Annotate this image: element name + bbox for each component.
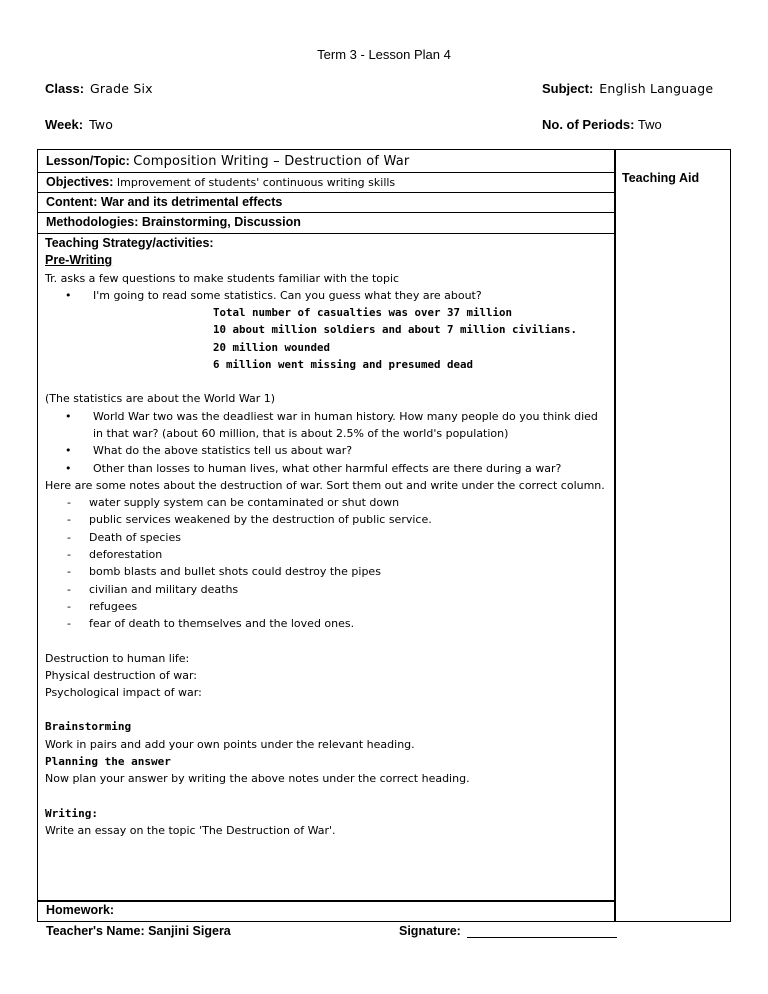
methodologies-text: Methodologies: Brainstorming, Discussion (46, 215, 301, 229)
class-field (45, 81, 153, 96)
teaching-aid-heading: Teaching Aid (622, 171, 700, 185)
week-field (45, 117, 113, 132)
notes-intro: Here are some notes about the destruction of war. Sort them out and write under the correct column. (45, 478, 605, 492)
column-heading: Destruction to human life: (45, 651, 190, 665)
column-heading: Psychological impact of war: (45, 686, 202, 700)
writing-text: Write an essay on the topic 'The Destruction of War'. (45, 823, 336, 837)
list-item: - civilian and military deaths (89, 581, 611, 598)
stat-line: Total number of casualties was over 37 million (213, 306, 513, 320)
topic-label: Lesson/Topic: (46, 154, 130, 168)
periods-label: No. of Periods: (542, 117, 635, 132)
list-item: - fear of death to themselves and the loved ones. (89, 615, 611, 632)
week-value: Two (89, 117, 114, 132)
objectives-row (38, 173, 614, 193)
class-value: Grade Six (90, 81, 153, 96)
column-heading: Physical destruction of war: (45, 668, 198, 682)
week-label: Week: (45, 117, 84, 132)
stat-line: 6 million went missing and presumed dead (213, 358, 474, 372)
topic-row (38, 150, 614, 173)
stat-line: 20 million wounded (213, 340, 331, 354)
brainstorming-heading: Brainstorming (45, 720, 132, 734)
subject-value: English Language (599, 81, 714, 96)
teacher-name: Teacher's Name: Sanjini Sigera (46, 924, 231, 938)
list-item: - Death of species (89, 529, 611, 546)
list-item: - refugees (89, 598, 611, 615)
list-item: - water supply system can be contaminated or shut down (89, 494, 611, 511)
periods-value: Two (637, 117, 662, 132)
homework-divider (38, 900, 614, 902)
content-row (38, 193, 614, 213)
strategy-section (45, 235, 611, 839)
topic-value: Composition Writing – Destruction of War (133, 154, 410, 169)
list-item: - bomb blasts and bullet shots could destroy the pipes (89, 563, 611, 580)
signature-line (467, 925, 617, 938)
strategy-heading: Teaching Strategy/activities: (45, 236, 214, 250)
homework-label: Homework: (46, 903, 115, 917)
list-item: • What do the above statistics tell us about war? (93, 442, 611, 459)
pre-writing-heading: Pre-Writing (45, 253, 113, 268)
writing-heading: Writing: (45, 806, 98, 820)
list-item: - public services weakened by the destruction of public service. (89, 511, 611, 528)
objectives-value: Improvement of students' continuous writing skills (116, 176, 396, 189)
content-text: Content: War and its detrimental effects (46, 195, 283, 209)
brainstorming-text: Work in pairs and add your own points under the relevant heading. (45, 737, 415, 751)
objectives-label: Objectives: (46, 175, 114, 189)
page-title: Term 3 - Lesson Plan 4 (317, 47, 451, 62)
methodologies-row (38, 213, 614, 234)
subject-label: Subject: (542, 81, 594, 96)
list-item: • I'm going to read some statistics. Can you guess what they are about? (93, 287, 611, 304)
planning-text: Now plan your answer by writing the above notes under the correct heading. (45, 772, 470, 786)
list-item: • World War two was the deadliest war in human history. How many people do you think died in that war? (about 60 million, that is about 2.5% of the world's population) (93, 408, 611, 443)
stat-line: 10 about million soldiers and about 7 million civilians. (213, 323, 578, 337)
signature-label: Signature: (399, 924, 461, 938)
stats-note: (The statistics are about the World War 1) (45, 392, 276, 406)
column-divider (614, 149, 616, 922)
periods-field (542, 117, 662, 132)
list-item: • Other than losses to human lives, what other harmful effects are there during a war? (93, 460, 611, 477)
signature-field (399, 924, 617, 938)
planning-heading: Planning the answer (45, 755, 171, 769)
subject-field (542, 81, 713, 96)
class-label: Class: (45, 81, 85, 96)
intro-text: Tr. asks a few questions to make students familiar with the topic (45, 271, 400, 285)
list-item: - deforestation (89, 546, 611, 563)
